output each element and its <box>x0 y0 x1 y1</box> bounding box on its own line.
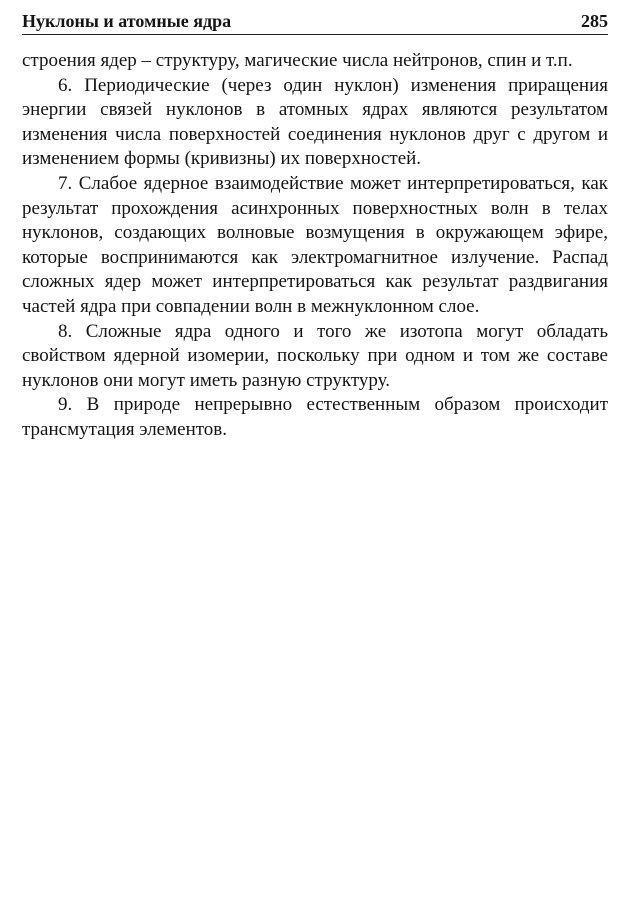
body-text <box>22 49 608 443</box>
paragraph-item-9: 9. В природе непрерывно естественным образом происходит трансмутация элементов. <box>22 394 608 440</box>
paragraph-continuation: строения ядер – структуру, магические числа нейтронов, спин и т.п. <box>22 50 573 71</box>
running-header <box>22 10 608 35</box>
paragraph-item-8: 8. Сложные ядра одного и того же изотопа могут обладать свойством ядерной изомерии, поскольку при одном и том же составе нуклонов они могут иметь разную структуру. <box>22 320 608 391</box>
paragraph-item-7: 7. Слабое ядерное взаимодействие может интерпретироваться, как результат прохождения асинхронных поверхностных волн в телах нуклонов, создающих волновые возмущения в окружающем эфире, которые воспринимаются как электромагнитное излучение. Распад сложных ядер может интерпретироваться как результат раздвигания частей ядра при совпадении волн в межнуклонном слое. <box>22 172 608 317</box>
book-page <box>22 10 608 443</box>
paragraph-item-6: 6. Периодические (через один нуклон) изменения приращения энергии связей нуклонов в атомных ядрах являются результатом изменения числа поверхностей соединения нуклонов друг с другом и изменением формы (кривизны) их поверхностей. <box>22 74 608 170</box>
page-number: 285 <box>581 11 608 31</box>
chapter-title: Нуклоны и атомные ядра <box>22 11 232 31</box>
